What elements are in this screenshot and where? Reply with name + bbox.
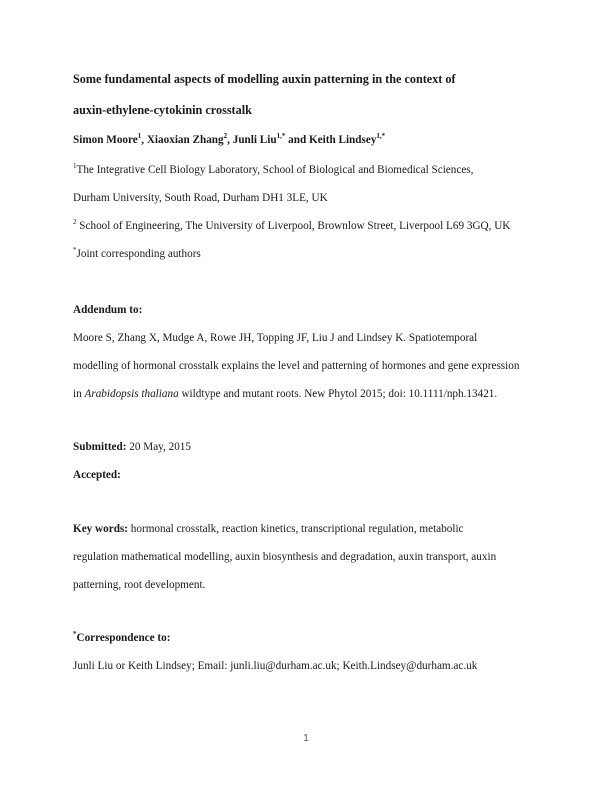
- affiliation-1-line-2: Durham University, South Road, Durham DH1 3LE, UK: [73, 192, 328, 204]
- author-affiliation-sup: 1: [137, 132, 142, 140]
- keywords-label: Key words:: [73, 523, 128, 535]
- author-affiliation-sup: 1,*: [376, 132, 386, 140]
- addendum-heading: Addendum to:: [73, 304, 143, 316]
- title-line-1: Some fundamental aspects of modelling auxin patterning in the context of: [73, 72, 456, 86]
- affiliation-1-text: The Integrative Cell Biology Laboratory, School of Biological and Biomedical Sciences,: [76, 164, 474, 176]
- author-name: Keith Lindsey: [308, 134, 377, 146]
- correspondence-names: Junli Liu or Keith Lindsey; Email:: [73, 660, 231, 672]
- submitted-line: [73, 440, 191, 454]
- submitted-date: 20 May, 2015: [126, 441, 191, 453]
- author-conjunction: and: [285, 134, 309, 146]
- addendum-line-3: [73, 387, 497, 401]
- affiliation-2-sup: 2: [73, 218, 77, 226]
- author-name: Junli Liu: [232, 134, 277, 146]
- affiliation-1-line-1: [73, 163, 473, 177]
- author-name: Simon Moore: [73, 134, 138, 146]
- email-link-lindsey[interactable]: Keith.Lindsey@durham.ac.uk: [342, 660, 478, 672]
- page-number: 1: [303, 733, 309, 744]
- email-separator: ;: [336, 660, 343, 672]
- author-name: Xiaoxian Zhang: [146, 134, 224, 146]
- joint-authors-text: Joint corresponding authors: [76, 248, 201, 260]
- author-separator: ,: [141, 134, 147, 146]
- accepted-label: Accepted:: [73, 469, 121, 481]
- keywords-line-1: [73, 522, 464, 536]
- submitted-label: Submitted:: [73, 441, 127, 453]
- keywords-text: hormonal crosstalk, reaction kinetics, transcriptional regulation, metabolic: [128, 523, 464, 535]
- species-name: Arabidopsis thaliana: [84, 388, 179, 400]
- addendum-line-3-prefix: in: [73, 388, 85, 400]
- addendum-line-3-suffix: wildtype and mutant roots. New Phytol 2015; doi: 10.1111/nph.13421.: [178, 388, 498, 400]
- author-affiliation-sup: 1,*: [276, 132, 286, 140]
- keywords-line-2: regulation mathematical modelling, auxin biosynthesis and degradation, auxin transport, auxin: [73, 551, 497, 563]
- affiliation-1-sup: 1: [73, 162, 77, 170]
- correspondence-label: Correspondence to:: [76, 632, 171, 644]
- title-line-2: auxin-ethylene-cytokinin crosstalk: [73, 103, 252, 117]
- author-affiliation-sup: 2: [223, 132, 228, 140]
- correspondence-sup: *: [73, 630, 77, 638]
- joint-authors-sup: *: [73, 246, 77, 254]
- addendum-line-1: Moore S, Zhang X, Mudge A, Rowe JH, Topping JF, Liu J and Lindsey K. Spatiotemporal: [73, 332, 478, 344]
- addendum-line-2: modelling of hormonal crosstalk explains the level and patterning of hormones and gene expression: [73, 360, 520, 372]
- joint-authors-note: [73, 247, 201, 261]
- correspondence-line: [73, 659, 477, 673]
- affiliation-2-text: School of Engineering, The University of Liverpool, Brownlow Street, Liverpool L69 3GQ, UK: [76, 220, 511, 232]
- affiliation-2: [73, 219, 510, 233]
- author-list: [73, 133, 385, 147]
- correspondence-heading: [73, 631, 170, 645]
- email-link-liu[interactable]: junli.liu@durham.ac.uk: [230, 660, 337, 672]
- author-separator: ,: [227, 134, 233, 146]
- keywords-line-3: patterning, root development.: [73, 579, 206, 591]
